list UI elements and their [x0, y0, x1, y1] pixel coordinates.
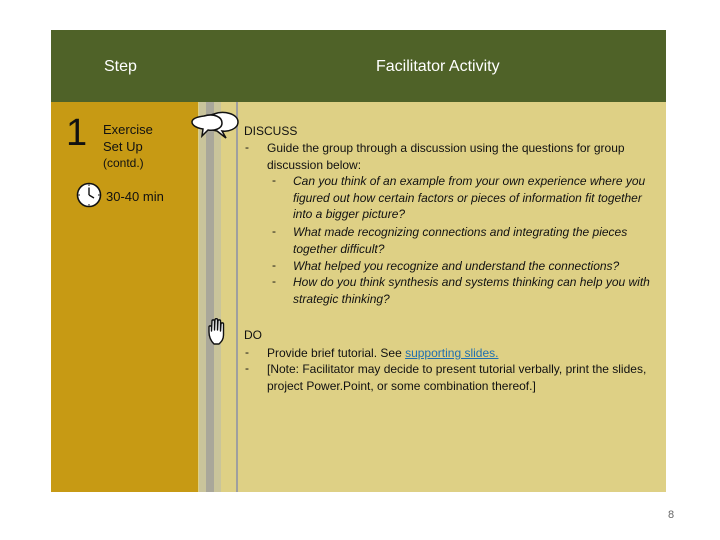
discuss-title: DISCUSS — [244, 124, 298, 138]
speech-bubbles-icon — [190, 110, 242, 142]
page-number: 8 — [668, 509, 675, 521]
supporting-slides-link[interactable]: supporting slides. — [405, 346, 499, 360]
step-name: Exercise Set Up (contd.) — [103, 122, 153, 170]
discussion-question: What helped you recognize and understand the connections? — [293, 259, 620, 273]
table-header — [51, 30, 666, 102]
content-rule — [236, 102, 238, 492]
do-title: DO — [244, 328, 262, 342]
do-item-note: [Note: Facilitator may decide to present tutorial verbally, print the slides, project Power.Point, or some combination thereof.] — [267, 362, 647, 393]
discussion-question: How do you think synthesis and systems thinking can help you with strategic thinking? — [293, 275, 650, 306]
discussion-question: What made recognizing connections and integrating the pieces together difficult? — [293, 225, 628, 256]
header-activity-label: Facilitator Activity — [376, 58, 500, 75]
do-item-tutorial: Provide brief tutorial. See supporting slides. — [267, 346, 499, 360]
clock-icon — [76, 182, 102, 208]
discuss-bullet: Guide the group through a discussion using the questions for group discussion below: — [267, 141, 625, 172]
step-duration: 30-40 min — [106, 189, 164, 204]
step-number: 1 — [66, 112, 88, 154]
header-step-label: Step — [104, 58, 137, 75]
hand-icon — [206, 318, 232, 346]
discussion-question: Can you think of an example from your own experience where you figured out how certain factors or pieces of information fit together into a bigger picture? — [293, 174, 646, 222]
column-divider — [199, 102, 221, 492]
